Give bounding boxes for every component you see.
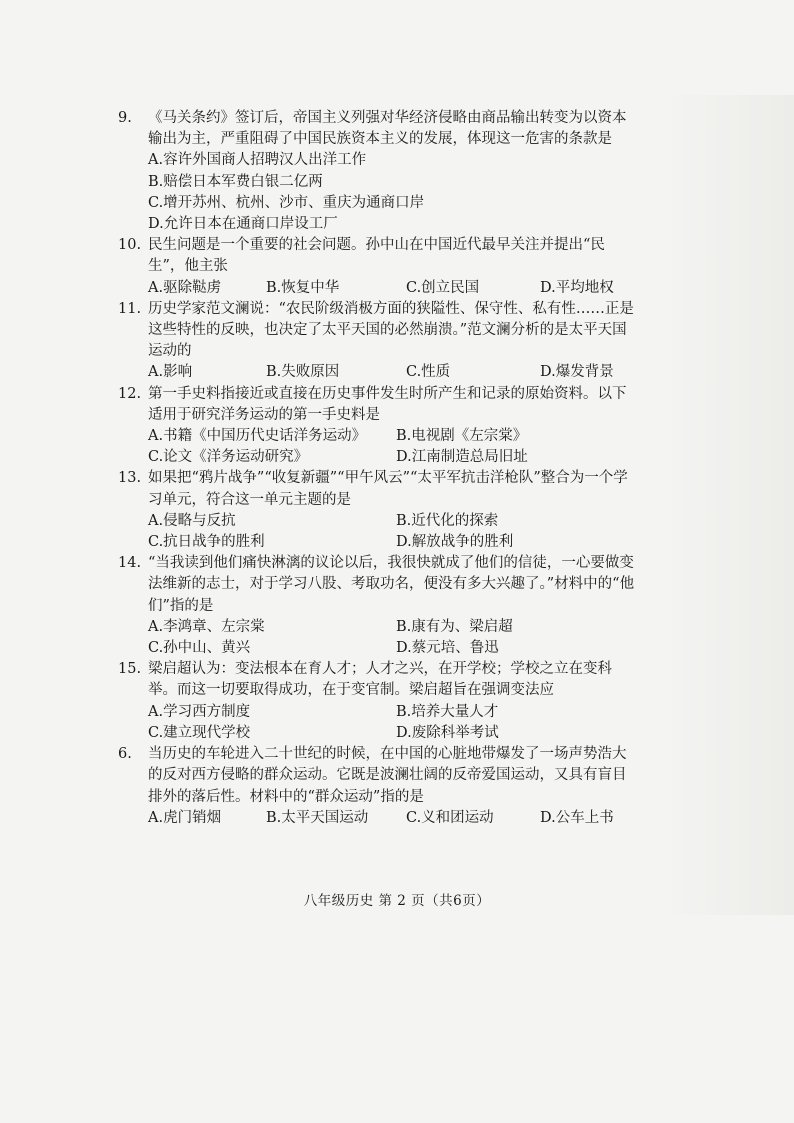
answer-option: A.学习西方制度 (148, 703, 251, 720)
question-text: 梁启超认为：变法根本在育人才；人才之兴，在开学校；学校之立在变科举。而这一切要取得成功，在于变官制。梁启超旨在强调变法应 (148, 661, 612, 699)
question-stem (118, 235, 638, 277)
question-sheet (118, 108, 638, 829)
answer-option: B.近代化的探索 (396, 512, 499, 529)
question-text: 如果把“鸦片战争”“收复新疆”“甲午风云”“太平军抗击洋枪队”整合为一个学习单元，符合这一单元主题的是 (148, 470, 628, 508)
option-row (148, 702, 638, 723)
answer-option: A.影响 (148, 364, 193, 381)
question-number: 11. (118, 300, 142, 317)
answer-options (118, 808, 638, 829)
page-footer: 八年级历史 第 2 页（共6页） (303, 893, 491, 909)
question-number: 10. (118, 237, 142, 254)
question-stem (118, 659, 638, 701)
answer-option: D.平均地权 (540, 279, 614, 296)
question-stem (118, 744, 638, 808)
answer-option: D.公车上书 (540, 809, 614, 826)
answer-option: A.侵略与反抗 (148, 512, 236, 529)
answer-option: C.增开苏州、杭州、沙市、重庆为通商口岸 (148, 194, 425, 211)
question-text: “当我读到他们痛快淋漓的议论以后，我很快就成了他们的信徒，一心要做变法维新的志士，对于学习八股、考取功名，便没有多大兴趣了。”材料中的“他们”指的是 (148, 555, 635, 614)
answer-option: C.建立现代学校 (148, 724, 251, 741)
question-stem (118, 108, 638, 150)
option-row (148, 447, 638, 468)
scan-page-edge (662, 95, 794, 915)
question-number: 15. (118, 661, 142, 678)
answer-option: B.恢复中华 (266, 279, 340, 296)
answer-option: C.义和团运动 (406, 809, 494, 826)
question-text: 民生问题是一个重要的社会问题。孙中山在中国近代最早关注并提出“民生”，他主张 (148, 237, 605, 275)
question-text: 《马关条约》签订后，帝国主义列强对华经济侵略由商品输出转变为以资本输出为主，严重阻碍了中国民族资本主义的发展，体现这一危害的条款是 (148, 110, 627, 148)
answer-options (118, 617, 638, 659)
answer-option: A.虎门销烟 (148, 809, 222, 826)
question-number: 13. (118, 470, 142, 487)
option-row (148, 278, 638, 299)
answer-option: D.蔡元培、鲁迅 (396, 640, 499, 657)
option-row (148, 172, 638, 193)
answer-options (118, 278, 638, 299)
answer-option: D.允许日本在通商口岸设工厂 (148, 216, 338, 233)
answer-option: A.书籍《中国历代史话洋务运动》 (148, 428, 367, 445)
answer-option: B.太平天国运动 (266, 809, 369, 826)
option-row (148, 193, 638, 214)
question-5 (118, 468, 638, 553)
answer-option: B.失败原因 (266, 364, 340, 381)
answer-option: C.论文《洋务运动研究》 (148, 449, 309, 466)
option-row (148, 362, 638, 383)
answer-option: B.培养大量人才 (396, 703, 499, 720)
option-row (148, 638, 638, 659)
option-row (148, 808, 638, 829)
option-row (148, 511, 638, 532)
question-8 (118, 744, 638, 829)
option-row (148, 214, 638, 235)
question-stem (118, 384, 638, 426)
answer-option: D.废除科举考试 (396, 724, 499, 741)
question-stem (118, 299, 638, 363)
question-number: 12. (118, 385, 142, 402)
question-3 (118, 299, 638, 384)
question-number: 6. (118, 746, 132, 763)
answer-options (118, 426, 638, 468)
question-2 (118, 235, 638, 299)
answer-option: D.爆发背景 (540, 364, 614, 381)
answer-option: B.电视剧《左宗棠》 (396, 428, 528, 445)
question-7 (118, 659, 638, 744)
answer-option: D.解放战争的胜利 (396, 534, 514, 551)
answer-options (118, 150, 638, 235)
answer-options (118, 511, 638, 553)
option-row (148, 723, 638, 744)
question-text: 历史学家范文澜说：“农民阶级消极方面的狭隘性、保守性、私有性……正是这些特性的反映，也决定了太平天国的必然崩溃。”范文澜分析的是太平天国运动的 (148, 300, 634, 360)
answer-option: C.孙中山、黄兴 (148, 640, 251, 657)
question-1 (118, 108, 638, 235)
question-text: 当历史的车轮进入二十世纪的时候，在中国的心脏地带爆发了一场声势浩大的反对西方侵略的群众运动。它既是波澜壮阔的反帝爱国运动，又具有盲目排外的落后性。材料中的“群众运动”指的是 (148, 746, 627, 805)
answer-option: C.创立民国 (406, 279, 480, 296)
question-4 (118, 384, 638, 469)
question-text: 第一手史料指接近或直接在历史事件发生时所产生和记录的原始资料。以下适用于研究洋务运动的第一手史料是 (148, 385, 627, 423)
answer-options (118, 362, 638, 383)
question-stem (118, 553, 638, 617)
answer-option: B.赔偿日本军费白银二亿两 (148, 173, 323, 190)
question-6 (118, 553, 638, 659)
option-row (148, 426, 638, 447)
answer-option: A.容许外国商人招聘汉人出洋工作 (148, 152, 367, 169)
answer-option: C.性质 (406, 364, 451, 381)
answer-option: B.康有为、梁启超 (396, 618, 513, 635)
answer-option: D.江南制造总局旧址 (396, 449, 528, 466)
answer-option: C.抗日战争的胜利 (148, 534, 265, 551)
answer-options (118, 702, 638, 744)
question-stem (118, 468, 638, 510)
question-number: 14. (118, 555, 142, 572)
answer-option: A.驱除鞑虏 (148, 279, 222, 296)
option-row (148, 150, 638, 171)
option-row (148, 532, 638, 553)
question-number: 9. (118, 110, 132, 126)
option-row (148, 617, 638, 638)
answer-option: A.李鸿章、左宗棠 (148, 618, 265, 635)
